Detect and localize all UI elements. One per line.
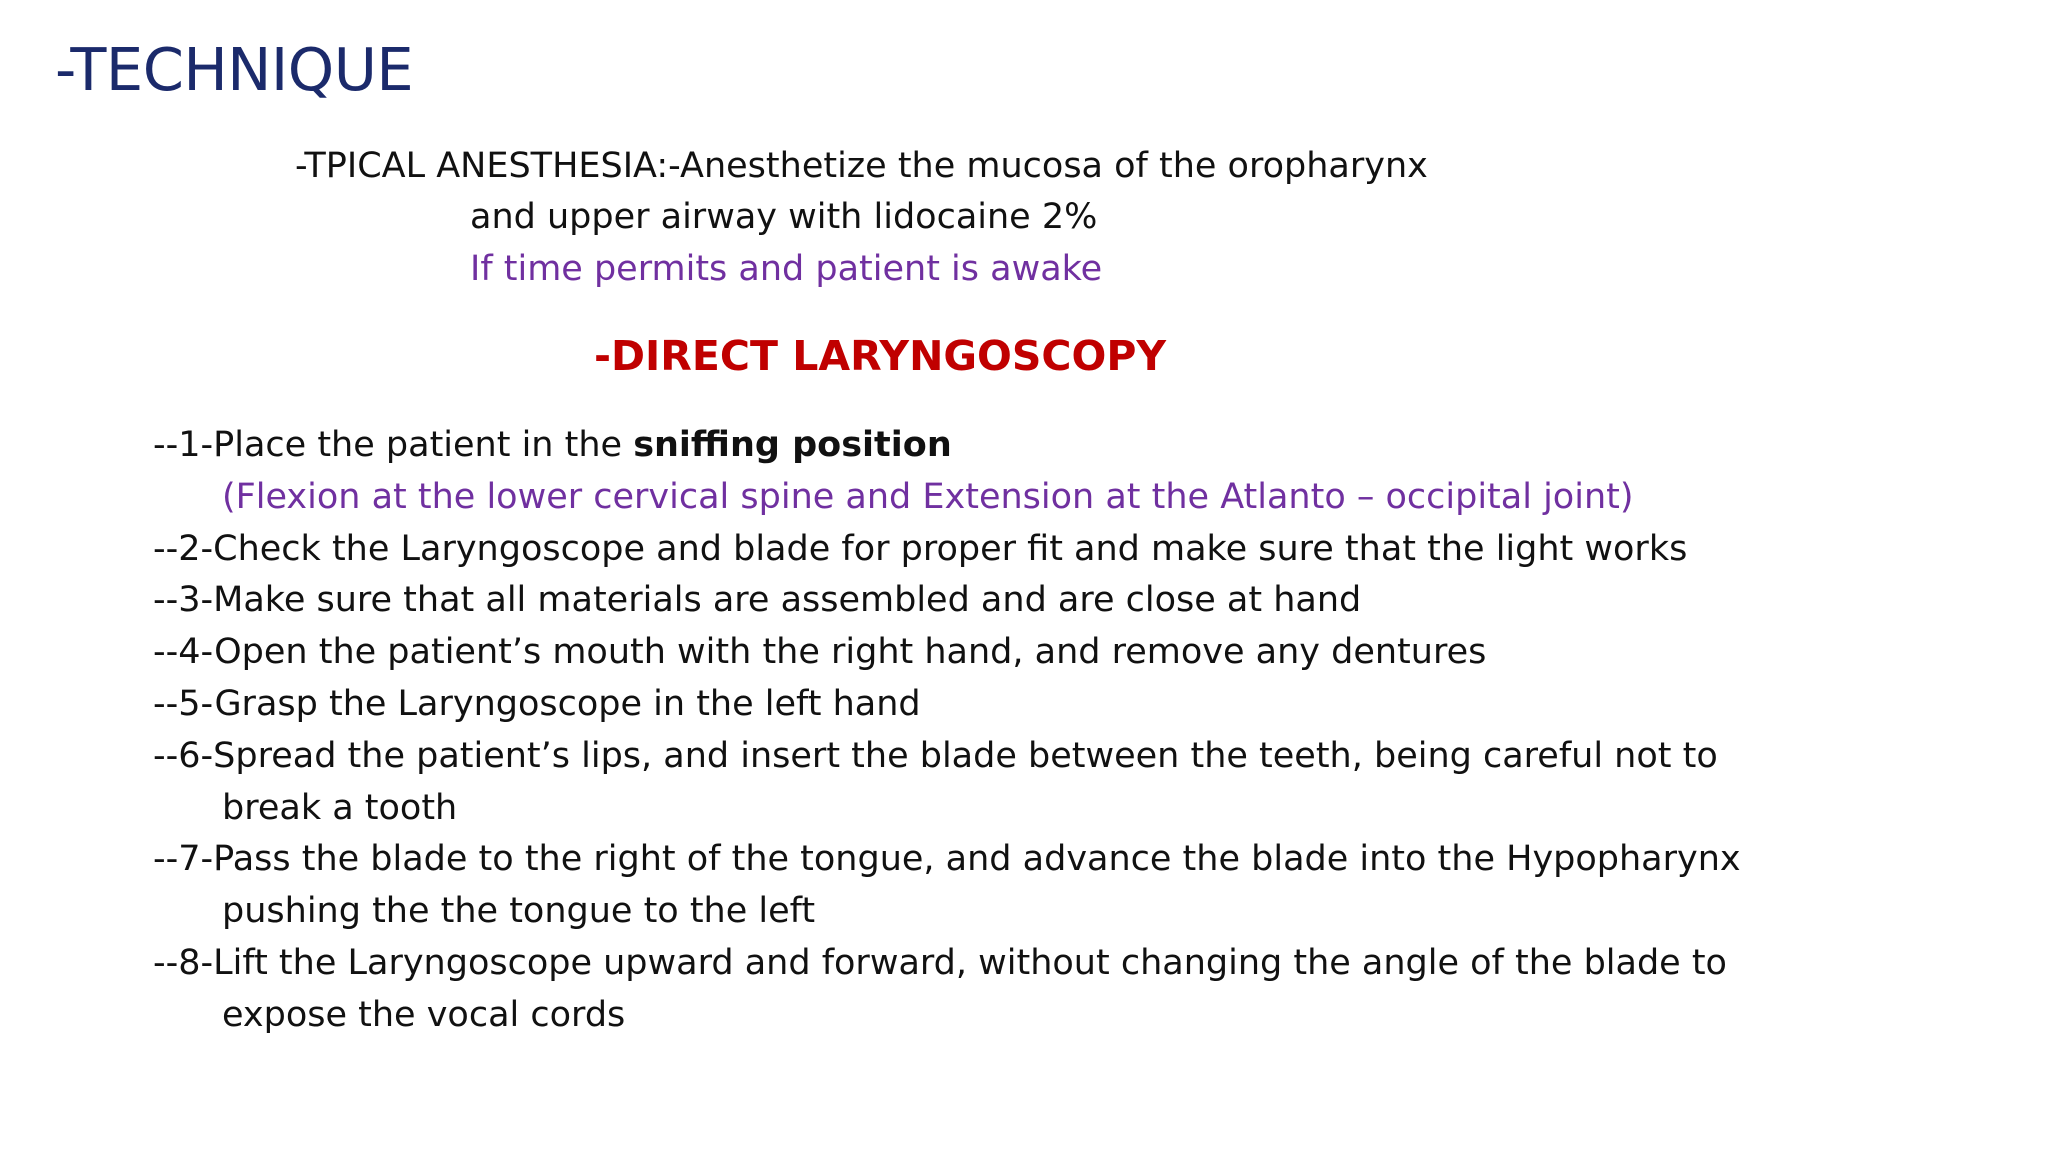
step-4: --4-Open the patient’s mouth with the right hand, and remove any dentures: [153, 632, 1487, 672]
topical-anesthesia-line-1: -TPICAL ANESTHESIA:-Anesthetize the mucosa of the oropharynx: [295, 146, 1428, 186]
step-1: [153, 421, 952, 469]
step-6-line-1: --6-Spread the patient’s lips, and insert the blade between the teeth, being careful not to: [153, 736, 1718, 776]
step-7-line-2: pushing the the tongue to the left: [222, 891, 816, 931]
step-6-line-2: break a tooth: [222, 788, 458, 828]
step-1-note: (Flexion at the lower cervical spine and Extension at the Atlanto – occipital joint): [222, 477, 1634, 517]
section-heading: -DIRECT LARYNGOSCOPY: [594, 332, 1167, 380]
step-8-line-2: expose the vocal cords: [222, 995, 626, 1035]
topical-anesthesia-line-2: and upper airway with lidocaine 2%: [470, 197, 1098, 237]
step-5: --5-Grasp the Laryngoscope in the left hand: [153, 684, 921, 724]
slide-title: -TECHNIQUE: [55, 35, 414, 104]
step-8-line-1: --8-Lift the Laryngoscope upward and forward, without changing the angle of the blade to: [153, 943, 1727, 983]
step-1-bold: sniffing position: [633, 425, 952, 465]
topical-anesthesia-note: If time permits and patient is awake: [470, 249, 1103, 289]
step-3: --3-Make sure that all materials are assembled and are close at hand: [153, 580, 1362, 620]
step-2: --2-Check the Laryngoscope and blade for proper fit and make sure that the light works: [153, 529, 1688, 569]
step-7-line-1: --7-Pass the blade to the right of the tongue, and advance the blade into the Hypopharynx: [153, 839, 1741, 879]
step-1-text: --1-Place the patient in the: [153, 425, 634, 465]
